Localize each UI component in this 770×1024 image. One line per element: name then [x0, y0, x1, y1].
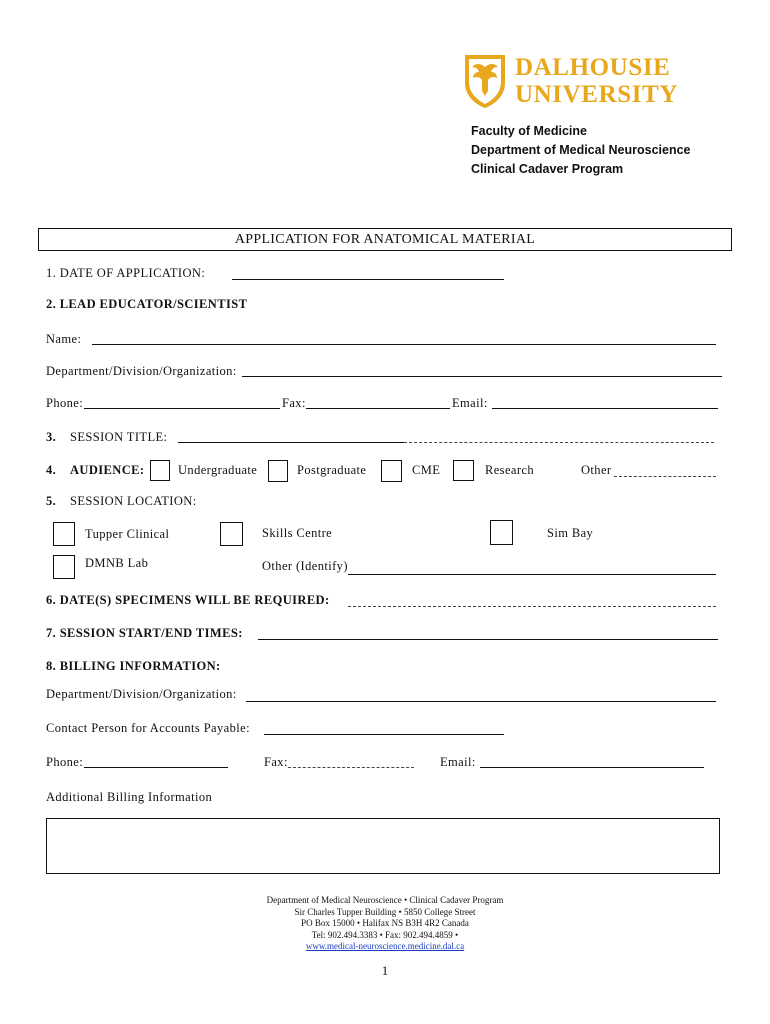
- audience-postgraduate-label: Postgraduate: [297, 463, 367, 477]
- audience-other-label: Other: [581, 463, 612, 477]
- location-simbay-checkbox[interactable]: [490, 520, 513, 545]
- location-skills-checkbox[interactable]: [220, 522, 243, 546]
- email-label: Email:: [452, 396, 488, 410]
- location-other-label: Other (Identify): [262, 559, 348, 573]
- phone-field[interactable]: [84, 408, 280, 409]
- footer-line-1: Department of Medical Neuroscience • Clinical Cadaver Program: [266, 895, 504, 905]
- dates-required-label: 6. DATE(S) SPECIMENS WILL BE REQUIRED:: [46, 593, 330, 607]
- location-simbay-label: Sim Bay: [547, 526, 594, 540]
- name-field[interactable]: [92, 344, 716, 345]
- header-line-faculty: Faculty of Medicine: [471, 124, 587, 138]
- department-label: Department/Division/Organization:: [46, 364, 237, 378]
- location-number: 5.: [46, 494, 57, 508]
- logo-line1: DALHOUSIE: [515, 54, 671, 81]
- session-times-label: 7. SESSION START/END TIMES:: [46, 626, 243, 640]
- location-label: SESSION LOCATION:: [70, 494, 197, 508]
- audience-other-field[interactable]: [614, 476, 716, 477]
- billing-fax-label: Fax:: [264, 755, 288, 769]
- location-skills-label: Skills Centre: [262, 526, 333, 540]
- logo-line2: UNIVERSITY: [515, 81, 678, 108]
- audience-undergraduate-checkbox[interactable]: [150, 460, 170, 481]
- audience-research-checkbox[interactable]: [453, 460, 474, 481]
- name-label: Name:: [46, 332, 82, 346]
- fax-field[interactable]: [306, 408, 450, 409]
- billing-phone-field[interactable]: [84, 767, 228, 768]
- dates-required-field[interactable]: [348, 606, 716, 607]
- session-title-label: SESSION TITLE:: [70, 430, 168, 444]
- form-title: APPLICATION FOR ANATOMICAL MATERIAL: [38, 228, 732, 251]
- location-dmnb-label: DMNB Lab: [85, 556, 149, 570]
- billing-phone-label: Phone:: [46, 755, 84, 769]
- phone-label: Phone:: [46, 396, 84, 410]
- audience-number: 4.: [46, 463, 57, 477]
- session-times-field[interactable]: [258, 639, 718, 640]
- location-tupper-label: Tupper Clinical: [85, 527, 170, 541]
- crest-icon: [463, 53, 507, 109]
- header-line-department: Department of Medical Neuroscience: [471, 143, 691, 157]
- billing-contact-field[interactable]: [264, 734, 504, 735]
- audience-undergraduate-label: Undergraduate: [178, 463, 258, 477]
- location-tupper-checkbox[interactable]: [53, 522, 75, 546]
- billing-fax-field[interactable]: [288, 767, 414, 768]
- additional-billing-textarea[interactable]: [46, 818, 720, 874]
- billing-department-field[interactable]: [246, 701, 716, 702]
- audience-cme-checkbox[interactable]: [381, 460, 402, 482]
- session-title-field-cont[interactable]: [404, 442, 714, 443]
- header-line-program: Clinical Cadaver Program: [471, 162, 624, 176]
- billing-label: 8. BILLING INFORMATION:: [46, 659, 221, 673]
- footer-website-link[interactable]: www.medical-neuroscience.medicine.dal.ca: [305, 941, 465, 952]
- date-of-application-label: 1. DATE OF APPLICATION:: [46, 266, 206, 280]
- audience-research-label: Research: [485, 463, 535, 477]
- audience-label: AUDIENCE:: [70, 463, 145, 477]
- location-dmnb-checkbox[interactable]: [53, 555, 75, 579]
- billing-email-label: Email:: [440, 755, 476, 769]
- billing-contact-label: Contact Person for Accounts Payable:: [46, 721, 250, 735]
- lead-educator-label: 2. LEAD EDUCATOR/SCIENTIST: [46, 297, 248, 311]
- audience-cme-label: CME: [412, 463, 441, 477]
- email-field[interactable]: [492, 408, 718, 409]
- billing-email-field[interactable]: [480, 767, 704, 768]
- university-logo: [463, 53, 683, 109]
- date-of-application-field[interactable]: [232, 279, 504, 280]
- session-title-field[interactable]: [178, 442, 404, 443]
- page-number: 1: [381, 963, 389, 978]
- footer: [180, 895, 590, 953]
- fax-label: Fax:: [282, 396, 306, 410]
- department-field[interactable]: [242, 376, 722, 377]
- billing-department-label: Department/Division/Organization:: [46, 687, 237, 701]
- department-header: [471, 122, 691, 179]
- location-other-field[interactable]: [348, 574, 716, 575]
- footer-line-4: Tel: 902.494.3383 • Fax: 902.494.4859 •: [311, 929, 459, 940]
- session-title-number: 3.: [46, 430, 57, 444]
- footer-line-3: PO Box 15000 • Halifax NS B3H 4R2 Canada: [301, 918, 469, 929]
- additional-billing-label: Additional Billing Information: [46, 790, 213, 804]
- audience-postgraduate-checkbox[interactable]: [268, 460, 288, 482]
- footer-line-2: Sir Charles Tupper Building • 5850 College Street: [294, 906, 476, 917]
